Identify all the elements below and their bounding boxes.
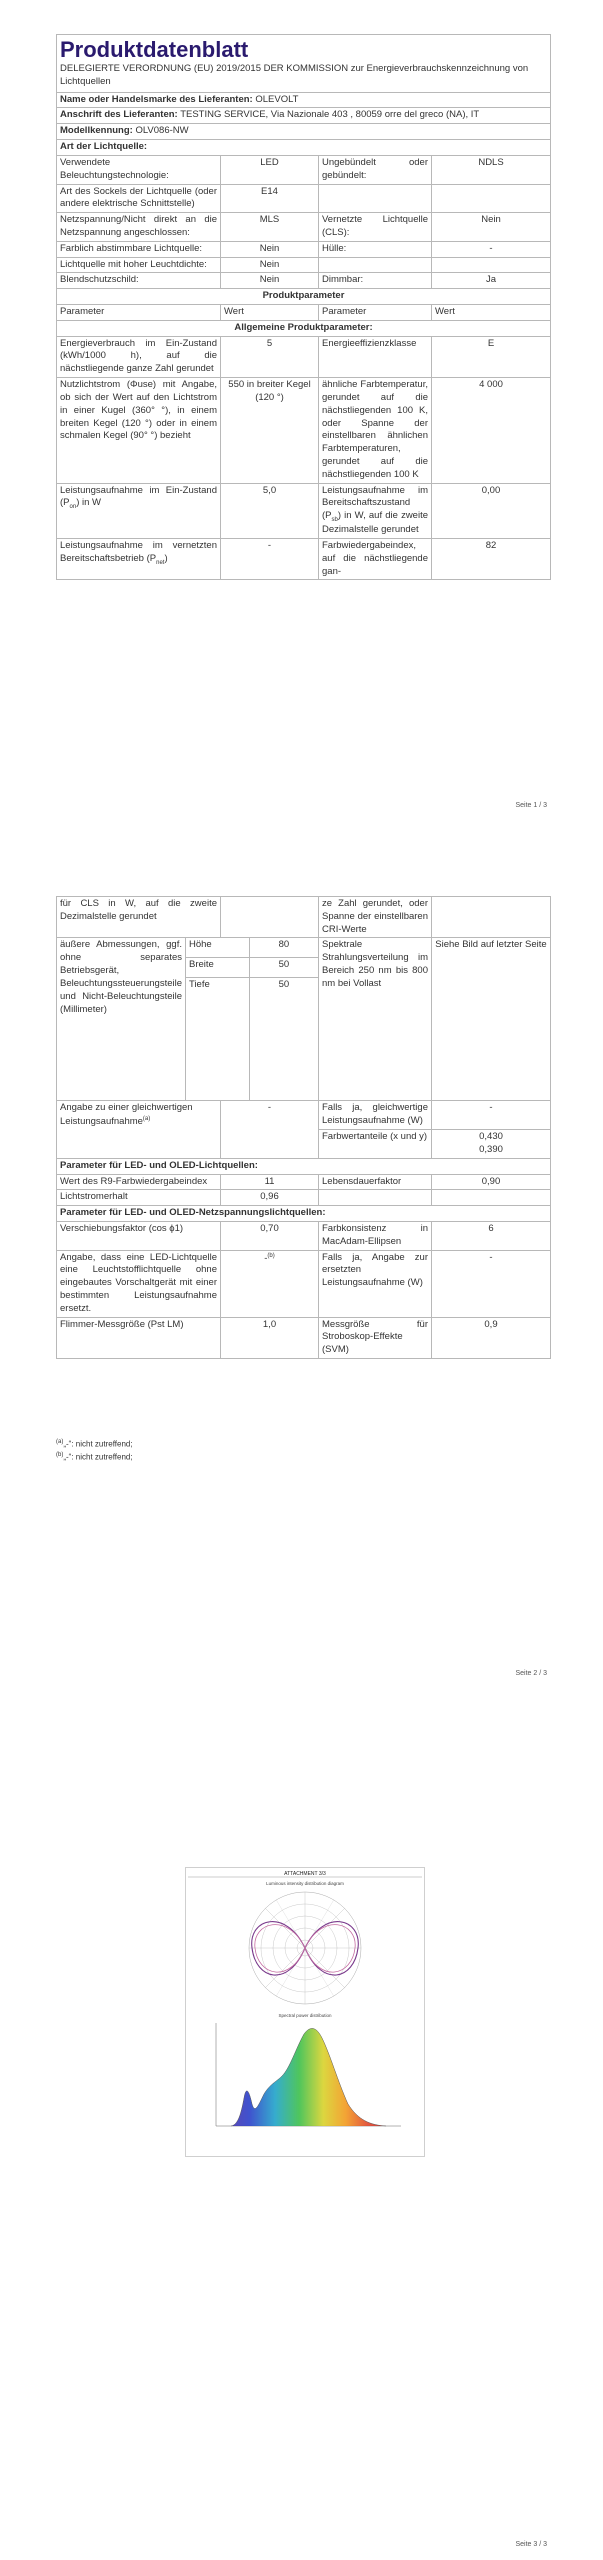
page-number: Seite 3 / 3 — [515, 2541, 547, 2548]
lumen-maintenance-value: 0,96 — [221, 1190, 319, 1206]
replacement-power-value: - — [432, 1250, 551, 1317]
footnotes — [56, 1438, 133, 1465]
datasheet-table-page2 — [56, 896, 551, 1359]
directional-value: NDLS — [432, 155, 551, 184]
lumen-maintenance-label: Lichtstromerhalt — [57, 1190, 221, 1206]
dimmable-label: Dimmbar: — [319, 273, 432, 289]
cap-type-label: Art des Sockels der Lichtquelle (oder andere elektrische Schnittstelle) — [57, 184, 221, 213]
attachment-image — [185, 1867, 425, 2157]
on-mode-power-value: 5,0 — [221, 483, 319, 538]
spd-value: Siehe Bild auf letzter Seite — [432, 938, 551, 1101]
colour-consistency-label: Farbkonsistenz in MacAdam-Ellipsen — [319, 1221, 432, 1250]
survival-factor-label: Lebensdauerfaktor — [319, 1174, 432, 1190]
anti-glare-label: Blendschutzschild: — [57, 273, 221, 289]
height-label: Höhe — [186, 938, 250, 957]
table-row — [57, 1190, 551, 1206]
technology-value: LED — [221, 155, 319, 184]
table-row — [57, 273, 551, 289]
useful-flux-value: 550 in breiter Kegel (120 °) — [221, 378, 319, 484]
empty-cell — [432, 1190, 551, 1206]
replacement-claim-value: -$^{(b)}$ — [221, 1250, 319, 1317]
supplier-address-label: Anschrift des Lieferanten: — [60, 109, 178, 121]
page-number: Seite 1 / 3 — [515, 802, 547, 809]
regulation-subtitle: DELEGIERTE VERORDNUNG (EU) 2019/2015 DER KOMMISSION zur Energieverbrauchskennzeichnung von Lichtquellen — [60, 63, 529, 87]
connected-label: Vernetzte Lichtquelle (CLS): — [319, 213, 432, 242]
mains-parameters-heading: Parameter für LED- und OLED-Netzspannungslichtquellen: — [57, 1206, 551, 1222]
high-luminance-value: Nein — [221, 257, 319, 273]
lightsource-type-heading: Art der Lichtquelle: — [57, 140, 551, 156]
survival-factor-value: 0,90 — [432, 1174, 551, 1190]
table-row — [57, 897, 551, 938]
model-label: Modellkennung: — [60, 125, 133, 137]
colour-tunable-value: Nein — [221, 241, 319, 257]
column-header-value: Wert — [221, 305, 319, 321]
height-value: 80 — [249, 938, 318, 957]
table-row — [57, 483, 551, 538]
table-row — [57, 155, 551, 184]
chromaticity-value: 0,430 0,390 — [432, 1130, 551, 1159]
title-cell — [57, 35, 551, 93]
equivalent-yes-label: Falls ja, gleichwertige Leistungsaufnahme (W) — [319, 1101, 432, 1130]
table-row — [57, 378, 551, 484]
table-row — [57, 336, 551, 377]
r9-value: 11 — [221, 1174, 319, 1190]
equivalent-power-label: Angabe zu einer gleichwertigen Leistungsaufnahme$^{(a)}$ — [57, 1101, 221, 1158]
colour-tunable-label: Farblich abstimmbare Lichtquelle: — [57, 241, 221, 257]
model-value: OLV086-NW — [135, 125, 189, 137]
supplier-address-row — [57, 108, 551, 124]
high-luminance-label: Lichtquelle mit hoher Leuchtdichte: — [57, 257, 221, 273]
flicker-label: Flimmer-Messgröße (Pst LM) — [57, 1317, 221, 1358]
on-mode-power-label: Leistungsaufnahme im Ein-Zustand $(P_{on})$ in W — [57, 483, 221, 538]
cri-label-cont: ze Zahl gerundet, oder Spanne der einstellbaren CRI-Werte — [319, 897, 432, 938]
width-value: 50 — [249, 958, 318, 978]
cap-type-value: E14 — [221, 184, 319, 213]
standby-power-value: 0,00 — [432, 483, 551, 538]
spd-label: Spektrale Strahlungsverteilung im Bereich 250 nm bis 800 nm bei Vollast — [319, 938, 432, 1101]
stroboscopic-label: Messgröße für Stroboskop-Effekte (SVM) — [319, 1317, 432, 1358]
page-title: Produktdatenblatt — [60, 37, 249, 62]
energy-consumption-label: Energieverbrauch im Ein-Zustand (kWh/1000 h), auf die nächstliegende ganze Zahl gerundet — [57, 336, 221, 377]
empty-cell — [432, 257, 551, 273]
spectrum-title: Spectral power distribution — [278, 2013, 332, 2018]
colour-consistency-value: 6 — [432, 1221, 551, 1250]
standby-power-label: Leistungsaufnahme im Bereitschaftszustand $(P_{sb})$ in W, auf die zweite Dezimalstelle gerundet — [319, 483, 432, 538]
empty-cell — [319, 257, 432, 273]
equivalent-yes-value: - — [432, 1101, 551, 1130]
energy-consumption-value: 5 — [221, 336, 319, 377]
width-label: Breite — [186, 958, 250, 978]
cct-label: ähnliche Farbtemperatur, gerundet auf die nächstliegenden 100 K, oder Spanne der einstellbaren ähnlichen Farbtemperaturen, gerundet auf die nächstliegenden 100 K — [319, 378, 432, 484]
cri-label: Farbwiedergabeindex, auf die nächstliegende gan- — [319, 538, 432, 579]
empty-cell — [319, 184, 432, 213]
depth-label: Tiefe — [189, 979, 210, 991]
spectrum-area — [216, 2028, 401, 2126]
table-row — [57, 1221, 551, 1250]
polar-diagram — [249, 1892, 361, 2004]
flicker-value: 1,0 — [221, 1317, 319, 1358]
chromaticity-label: Farbwertanteile (x und y) — [319, 1130, 432, 1159]
column-header-parameter: Parameter — [319, 305, 432, 321]
column-header-parameter: Parameter — [57, 305, 221, 321]
product-parameters-heading: Produktparameter — [57, 289, 551, 305]
table-row — [57, 538, 551, 579]
dimensions-cell — [57, 938, 319, 1101]
energy-class-value: E — [432, 336, 551, 377]
directional-label: Ungebündelt oder gebündelt: — [319, 155, 432, 184]
dimensions-label: äußere Abmessungen, ggf. ohne separates Betriebsgerät, Beleuchtungssteuerungsteile und Nicht-Beleuchtungsteile (Millimeter) — [57, 938, 186, 1100]
envelope-label: Hülle: — [319, 241, 432, 257]
stroboscopic-value: 0,9 — [432, 1317, 551, 1358]
supplier-name-label: Name oder Handelsmarke des Lieferanten: — [60, 93, 253, 105]
connected-value: Nein — [432, 213, 551, 242]
empty-cell — [221, 897, 319, 938]
footnote-b: $^{(b)}$„-“: nicht zutreffend; — [56, 1452, 133, 1463]
mains-label: Netzspannung/Nicht direkt an die Netzspannung angeschlossen: — [57, 213, 221, 242]
general-parameters-heading: Allgemeine Produktparameter: — [57, 320, 551, 336]
spectrum-chart — [216, 2023, 401, 2126]
technology-label: Verwendete Beleuchtungstechnologie: — [57, 155, 221, 184]
dimensions-table — [57, 938, 318, 1100]
model-row — [57, 124, 551, 140]
empty-cell — [432, 897, 551, 938]
table-row — [57, 184, 551, 213]
r9-label: Wert des R9-Farbwiedergabeindex — [57, 1174, 221, 1190]
replacement-power-label: Falls ja, Angabe zur ersetzten Leistungsaufnahme (W) — [319, 1250, 432, 1317]
datasheet-table-page1 — [56, 34, 551, 580]
page-1 — [0, 0, 603, 820]
mains-value: MLS — [221, 213, 319, 242]
table-row — [57, 241, 551, 257]
page-2 — [0, 880, 603, 1700]
attachment-title: ATTACHMENT 3/3 — [284, 1871, 326, 1877]
networked-standby-value: - — [221, 538, 319, 579]
supplier-name-value: OLEVOLT — [255, 93, 299, 105]
displacement-factor-label: Verschiebungsfaktor (cos ϕ1) — [57, 1221, 221, 1250]
table-row — [57, 1101, 551, 1130]
page-number: Seite 2 / 3 — [515, 1670, 547, 1677]
displacement-factor-value: 0,70 — [221, 1221, 319, 1250]
envelope-value: - — [432, 241, 551, 257]
table-row — [57, 938, 551, 1101]
networked-standby-label: Leistungsaufnahme im vernetzten Bereitschaftsbetrieb $(P_{net})$ — [57, 538, 221, 579]
table-row — [57, 1174, 551, 1190]
polar-diagram-title: Luminous intensity distribution diagram — [266, 1881, 344, 1886]
anti-glare-value: Nein — [221, 273, 319, 289]
supplier-address-value: TESTING SERVICE, Via Nazionale 403 , 80059 orre del greco (NA), IT — [180, 109, 480, 121]
cct-value: 4 000 — [432, 378, 551, 484]
empty-cell — [319, 1190, 432, 1206]
energy-class-label: Energieeffizienzklasse — [319, 336, 432, 377]
empty-cell — [432, 184, 551, 213]
table-row — [57, 1250, 551, 1317]
table-row — [57, 257, 551, 273]
dimmable-value: Ja — [432, 273, 551, 289]
led-parameters-heading: Parameter für LED- und OLED-Lichtquellen: — [57, 1158, 551, 1174]
table-row — [57, 1317, 551, 1358]
table-row — [57, 213, 551, 242]
supplier-name-row — [57, 92, 551, 108]
cri-value: 82 — [432, 538, 551, 579]
table-header-row — [57, 305, 551, 321]
useful-flux-label: Nutzlichtstrom (Φuse) mit Angabe, ob sich der Wert auf den Lichtstrom in einer Kugel (360° °), in einem breiten Kegel (120 °) oder in einem schmalen Kegel (90° °) bezieht — [57, 378, 221, 484]
equivalent-power-value: - — [221, 1101, 319, 1158]
attachment-figure — [186, 1868, 424, 2156]
networked-standby-label-cont: für CLS in W, auf die zweite Dezimalstelle gerundet — [57, 897, 221, 938]
page-3 — [0, 1755, 603, 2560]
replacement-claim-label: Angabe, dass eine LED-Lichtquelle eine Leuchtstofflichtquelle ohne eingebautes Vorschaltgerät mit einer bestimmten Leistungsaufnahme ersetzt. — [57, 1250, 221, 1317]
footnote-a: $^{(a)}$„-“: nicht zutreffend; — [56, 1439, 133, 1449]
column-header-value: Wert — [432, 305, 551, 321]
depth-value: 50 — [249, 978, 318, 1101]
